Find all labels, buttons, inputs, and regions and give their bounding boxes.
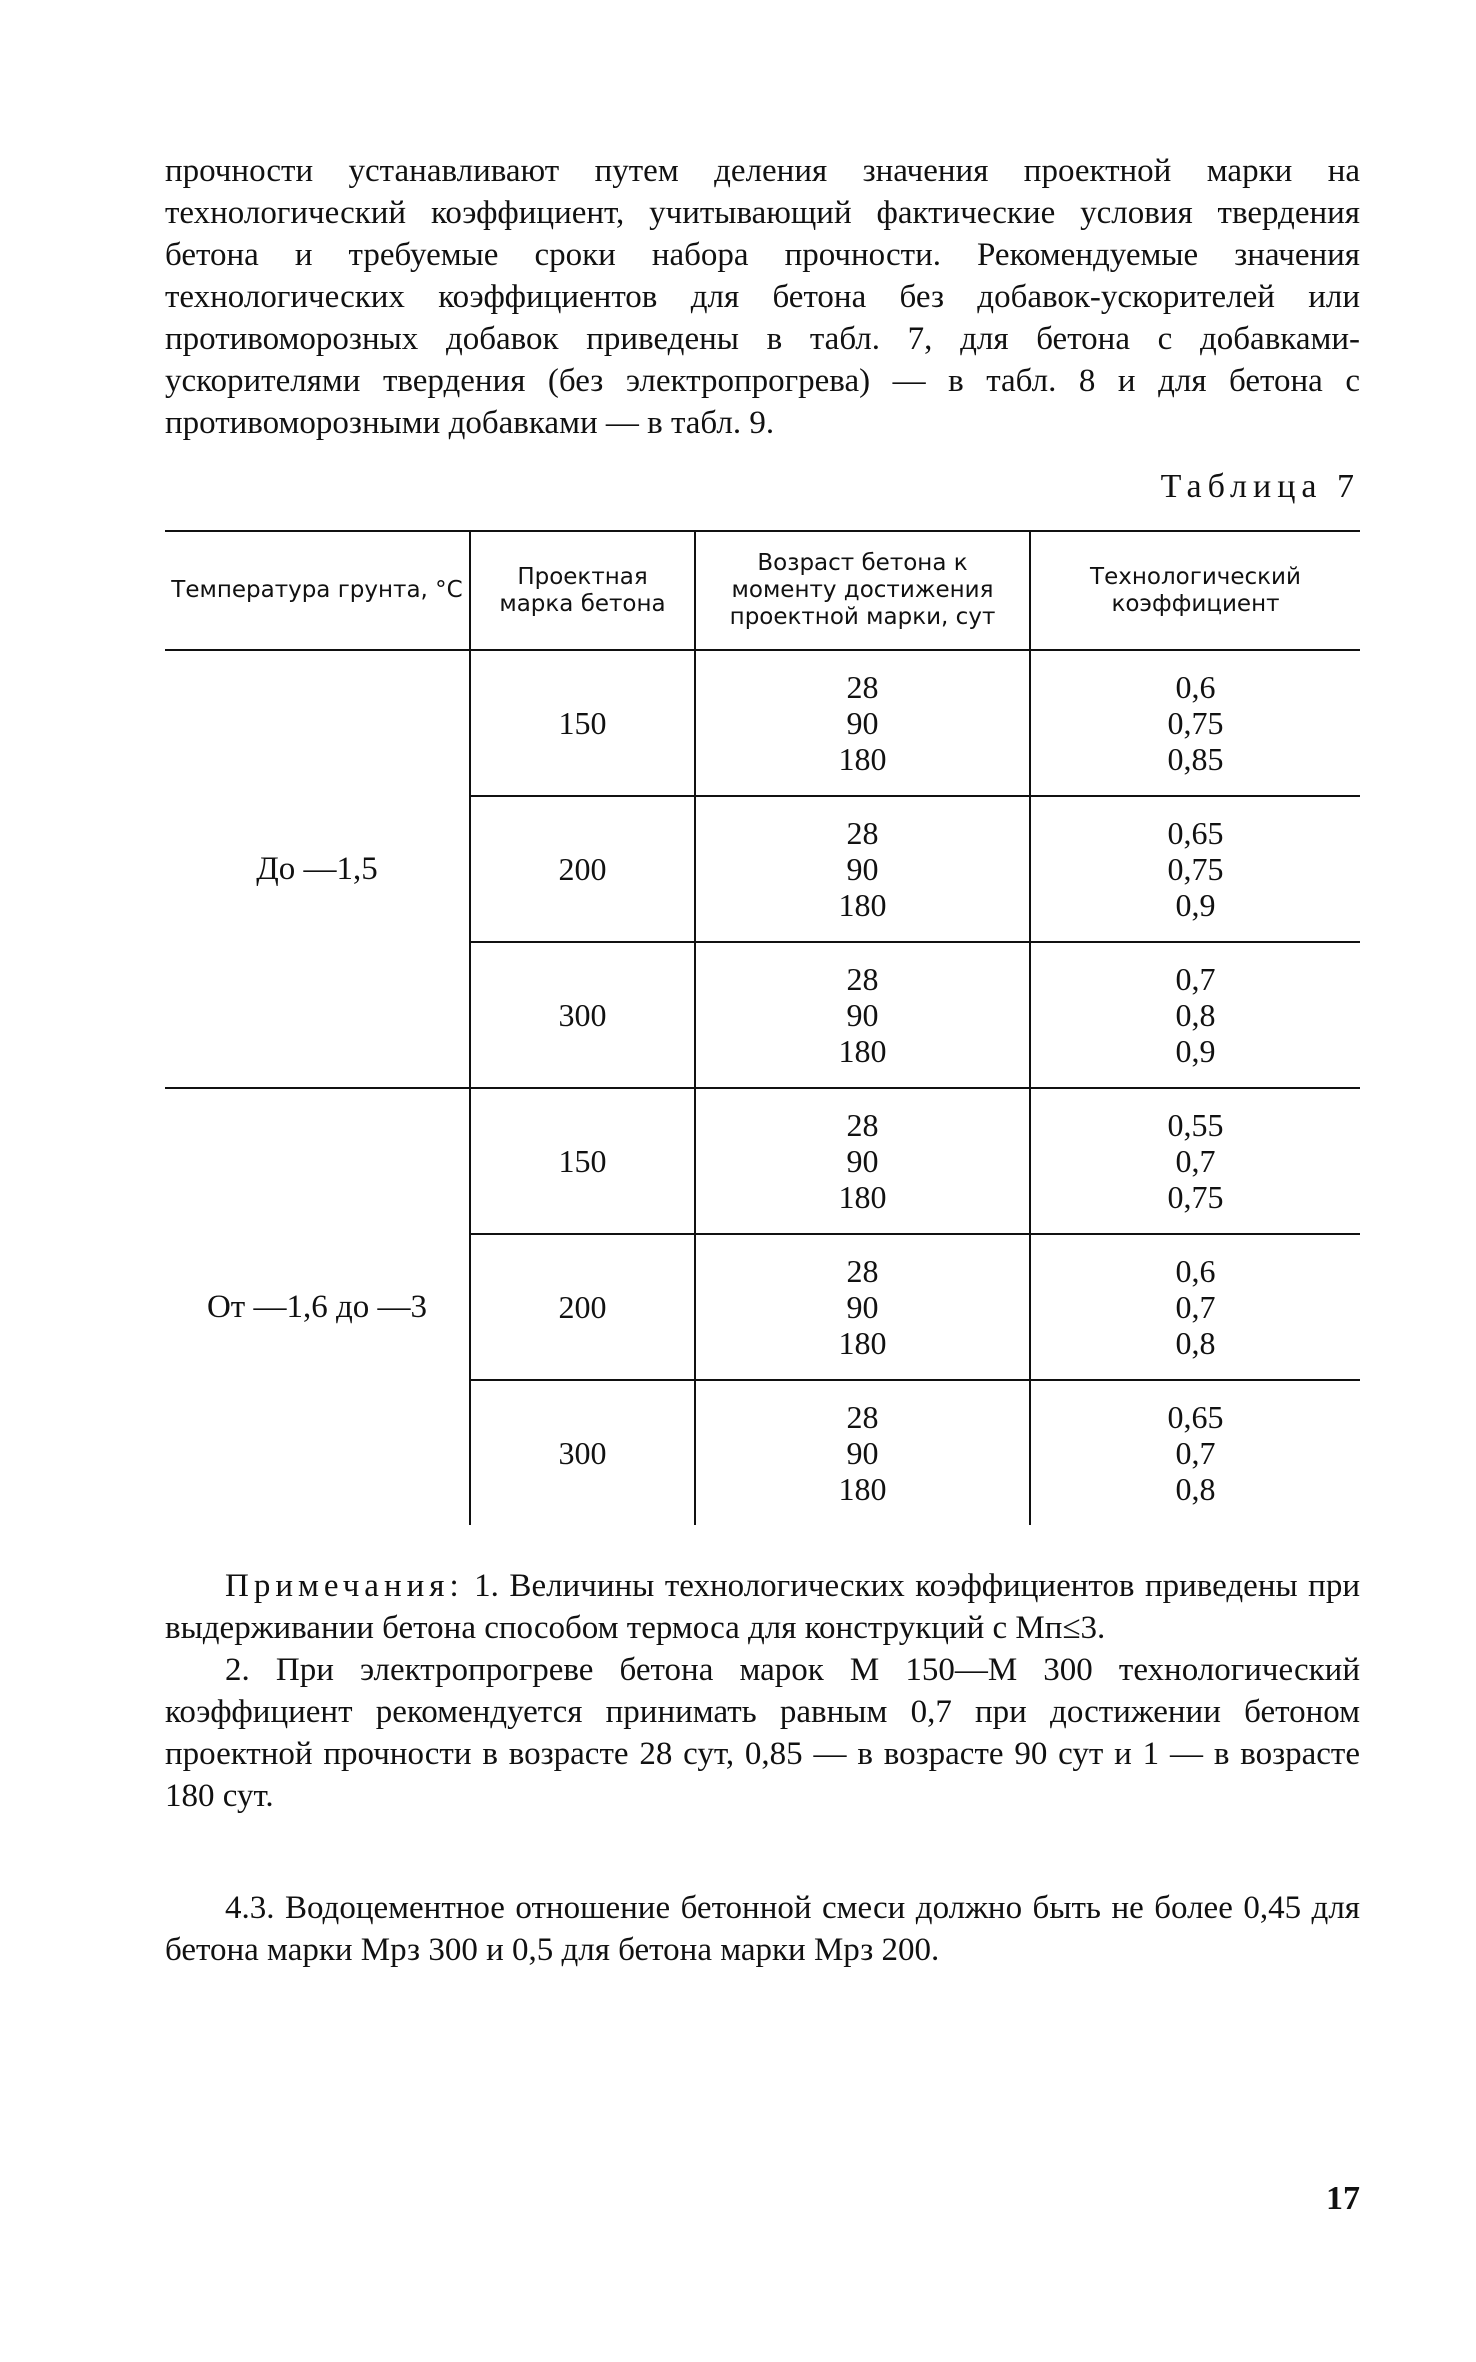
- coefficient-cell: [1030, 650, 1360, 796]
- note-1: [165, 1565, 1360, 1649]
- table-caption: Таблица 7: [1160, 468, 1360, 505]
- grade-cell: 300: [470, 942, 695, 1088]
- age-value: 180: [838, 1179, 887, 1215]
- coefficient-value: 0,7: [1175, 1143, 1216, 1179]
- coefficient-value: 0,9: [1175, 887, 1216, 923]
- coefficient-cell: [1030, 1380, 1360, 1525]
- age-value: 90: [846, 1289, 879, 1325]
- coefficient-cell: [1030, 942, 1360, 1088]
- coefficient-value: 0,55: [1167, 1107, 1224, 1143]
- header-grade: Проектная марка бетона: [470, 531, 695, 650]
- age-value: 28: [846, 961, 879, 997]
- age-value: 180: [838, 1471, 887, 1507]
- age-value: 90: [846, 851, 879, 887]
- coefficient-value: 0,75: [1167, 851, 1224, 887]
- age-value: 28: [846, 1399, 879, 1435]
- coefficient-cell: [1030, 1088, 1360, 1234]
- grade-cell: 200: [470, 1234, 695, 1380]
- notes-block: [165, 1565, 1360, 1817]
- temperature-cell: От —1,6 до —3: [165, 1088, 470, 1525]
- age-cell: [695, 1234, 1030, 1380]
- coefficient-value: 0,6: [1175, 1253, 1216, 1289]
- paragraph-4-3: 4.3. Водоцементное отношение бетонной смеси должно быть не более 0,45 для бетона марки Мрз 300 и 0,5 для бетона марки Мрз 200.: [165, 1890, 1360, 1968]
- age-value: 90: [846, 997, 879, 1033]
- coefficient-value: 0,8: [1175, 1325, 1216, 1361]
- table-body: [165, 650, 1360, 1525]
- grade-cell: 300: [470, 1380, 695, 1525]
- grade-cell: 200: [470, 796, 695, 942]
- coefficient-value: 0,8: [1175, 997, 1216, 1033]
- page-number: 17: [1326, 2180, 1360, 2217]
- coefficient-value: 0,85: [1167, 741, 1224, 777]
- table-7: [165, 530, 1360, 1525]
- note-1-text: 1. Величины технологических коэффициентов приведены при выдерживании бетона способом термоса для конструкций с Мп≤3.: [165, 1568, 1361, 1646]
- header-temperature: Температура грунта, °С: [165, 531, 470, 650]
- coefficient-value: 0,75: [1167, 1179, 1224, 1215]
- coefficient-value: 0,6: [1175, 669, 1216, 705]
- table-row: [165, 1088, 1360, 1234]
- coefficient-value: 0,65: [1167, 1399, 1224, 1435]
- coefficient-value: 0,75: [1167, 705, 1224, 741]
- age-value: 28: [846, 1253, 879, 1289]
- age-value: 90: [846, 1143, 879, 1179]
- age-value: 28: [846, 669, 879, 705]
- grade-cell: 150: [470, 650, 695, 796]
- table-row: [165, 650, 1360, 796]
- age-cell: [695, 1088, 1030, 1234]
- coefficient-value: 0,7: [1175, 1435, 1216, 1471]
- note-2: 2. При электропрогреве бетона марок М 150—М 300 технологический коэффициент рекомендуется принимать равным 0,7 при достижении бетоном проектной прочности в возрасте 28 сут, 0,85 — в возрасте 90 сут и 1 — в возрасте 180 сут.: [165, 1652, 1360, 1814]
- coefficient-value: 0,65: [1167, 815, 1224, 851]
- age-value: 180: [838, 1325, 887, 1361]
- notes-label: Примечания:: [225, 1568, 464, 1604]
- age-cell: [695, 942, 1030, 1088]
- age-value: 90: [846, 705, 879, 741]
- age-cell: [695, 796, 1030, 942]
- age-value: 28: [846, 815, 879, 851]
- age-value: 28: [846, 1107, 879, 1143]
- age-value: 180: [838, 741, 887, 777]
- age-cell: [695, 650, 1030, 796]
- grade-cell: 150: [470, 1088, 695, 1234]
- coefficient-value: 0,7: [1175, 961, 1216, 997]
- table-header-row: [165, 531, 1360, 650]
- intro-paragraph: прочности устанавливают путем деления значения проектной марки на технологический коэффициент, учитывающий фактические условия твердения бетона и требуемые сроки набора прочности. Рекомендуемые значения технологических коэффициентов для бетона без добавок-ускорителей или противоморозных добавок приведены в табл. 7, для бетона с добавками-ускорителями твердения (без электропрогрева) — в табл. 8 и для бетона с противоморозными добавками — в табл. 9.: [165, 153, 1360, 441]
- header-coefficient: Технологический коэффициент: [1030, 531, 1360, 650]
- age-value: 90: [846, 1435, 879, 1471]
- age-value: 180: [838, 887, 887, 923]
- document-page: [165, 150, 1361, 2217]
- coefficient-cell: [1030, 796, 1360, 942]
- header-age: Возраст бетона к моменту достижения проектной марки, сут: [695, 531, 1030, 650]
- coefficient-value: 0,9: [1175, 1033, 1216, 1069]
- age-cell: [695, 1380, 1030, 1525]
- coefficient-value: 0,7: [1175, 1289, 1216, 1325]
- coefficient-cell: [1030, 1234, 1360, 1380]
- temperature-cell: До —1,5: [165, 650, 470, 1088]
- age-value: 180: [838, 1033, 887, 1069]
- coefficient-value: 0,8: [1175, 1471, 1216, 1507]
